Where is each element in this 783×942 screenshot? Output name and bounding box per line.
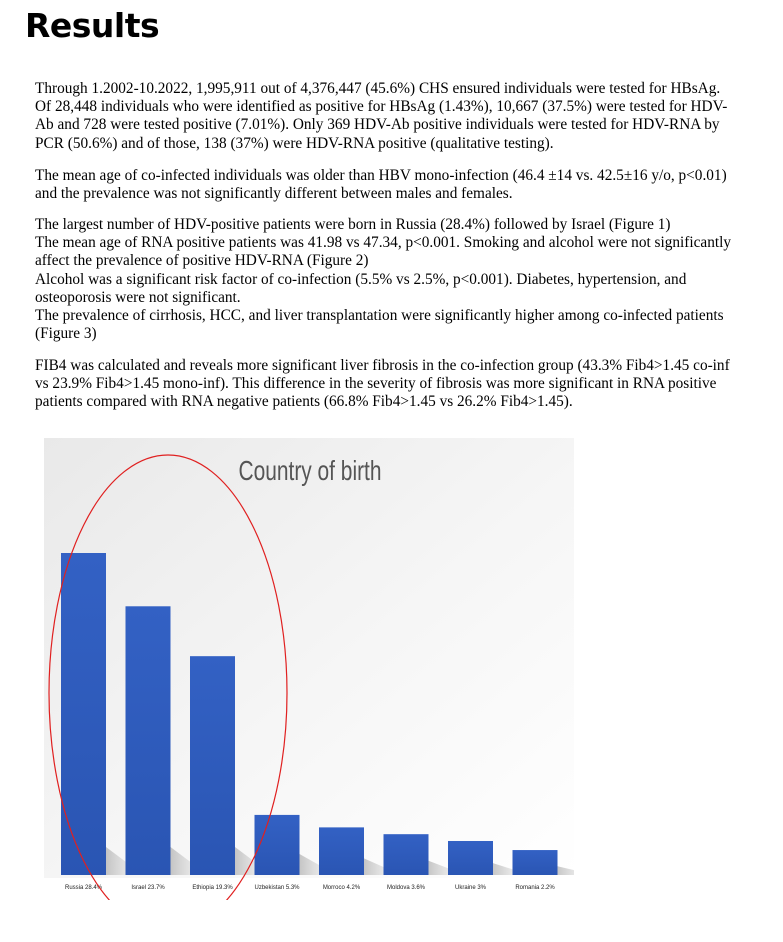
text-line: PCR (50.6%) and of those, 138 (37%) were HDV-RNA positive (qualitative testing). <box>35 134 554 152</box>
chart-svg <box>30 438 574 900</box>
paragraph-3 <box>35 216 755 343</box>
text-line: Of 28,448 individuals who were identified as positive for HBsAg (1.43%), 10,667 (37.5%) were tested for HDV- <box>35 98 728 116</box>
category-label: Romania 2.2% <box>515 885 555 891</box>
text-line: FIB4 was calculated and reveals more significant liver fibrosis in the co-infection group (43.3% Fib4>1.45 co-inf <box>35 357 730 374</box>
bar <box>126 606 171 875</box>
paragraph-1 <box>35 80 755 153</box>
bar <box>61 553 106 875</box>
bar <box>513 850 558 875</box>
country-of-birth-chart <box>30 438 574 900</box>
category-label: Russia 28.4% <box>64 885 103 891</box>
text-line: and the prevalence was not significantly different between males and females. <box>35 185 513 203</box>
paragraph-4 <box>35 357 755 412</box>
category-labels <box>65 885 555 891</box>
text-line: (Figure 3) <box>35 325 97 343</box>
text-line: osteoporosis were not significant. <box>35 288 241 306</box>
text-line: Through 1.2002-10.2022, 1,995,911 out of 4,376,447 (45.6%) CHS ensured individuals were tested for HBsAg. <box>35 80 721 97</box>
category-label: Israel 23.7% <box>131 885 165 891</box>
text-line: affect the prevalence of positive HDV-RNA (Figure 2) <box>35 252 369 270</box>
bar <box>384 834 429 875</box>
bar <box>255 815 300 875</box>
category-label: Moldova 3.6% <box>386 885 426 891</box>
text-line: The mean age of RNA positive patients was 41.98 vs 47.34, p<0.001. Smoking and alcohol were not significantly <box>35 234 732 252</box>
text-line: The mean age of co-infected individuals was older than HBV mono-infection (46.4 ±14 vs. 42.5±16 y/o, p<0.01) <box>35 167 727 184</box>
bar <box>190 656 235 875</box>
category-label: Uzbekistan 5.3% <box>254 885 300 891</box>
chart-title: Country of birth <box>238 455 382 486</box>
bar <box>448 841 493 875</box>
results-heading: Results <box>25 6 160 45</box>
text-line: Ab and 728 were tested positive (7.01%). Only 369 HDV-Ab positive individuals were tested for HDV-RNA by <box>35 116 720 134</box>
bar <box>319 827 364 875</box>
text-line: vs 23.9% Fib4>1.45 mono-inf). This difference in the severity of fibrosis was more significant in RNA positive <box>35 375 717 393</box>
chart-background <box>44 438 574 878</box>
category-label: Ukraine 3% <box>454 885 487 891</box>
text-line: Alcohol was a significant risk factor of co-infection (5.5% vs 2.5%, p<0.001). Diabetes, hypertension, and <box>35 270 687 288</box>
text-line: The largest number of HDV-positive patients were born in Russia (28.4%) followed by Israel (Figure 1) <box>35 216 671 233</box>
category-label: Ethiopia 19.3% <box>192 885 233 891</box>
text-line: The prevalence of cirrhosis, HCC, and liver transplantation were significantly higher among co-infected patients <box>35 307 724 325</box>
category-label: Morroco 4.2% <box>322 885 361 891</box>
paragraph-2 <box>35 167 755 203</box>
text-line: patients compared with RNA negative patients (66.8% Fib4>1.45 vs 26.2% Fib4>1.45). <box>35 393 573 411</box>
